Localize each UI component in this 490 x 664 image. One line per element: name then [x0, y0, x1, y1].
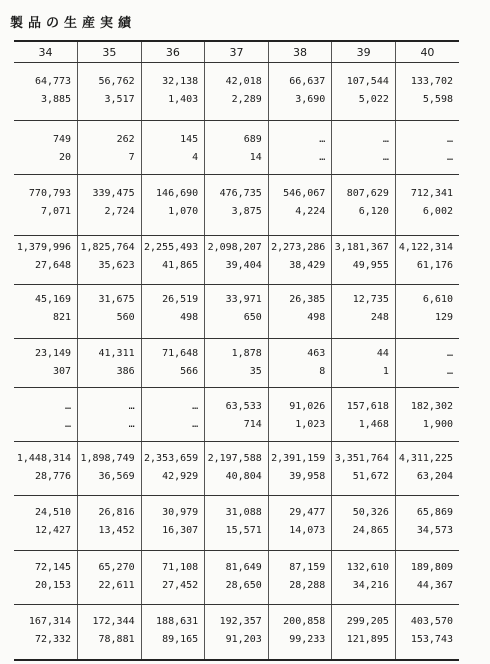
cell-value-upper: 1,898,749 [80, 453, 135, 464]
table-cell [395, 63, 459, 121]
table-cell [78, 605, 142, 661]
table-cell [14, 551, 78, 605]
cell-value-lower: 3,690 [295, 94, 326, 105]
cell-value-upper: 1,878 [231, 348, 262, 359]
cell-value-lower: 91,203 [225, 634, 262, 645]
table-row [14, 388, 459, 442]
cell-value-upper: 1,448,314 [16, 453, 72, 464]
cell-value-lower: 1,070 [168, 206, 199, 217]
table-cell [141, 388, 205, 442]
cell-value-lower: 34,573 [416, 525, 453, 536]
cell-value-upper: 749 [53, 134, 72, 145]
cell-value-upper: … [192, 401, 199, 412]
cell-value-lower: … [446, 152, 453, 163]
table-cell [205, 339, 269, 388]
cell-value-lower: 28,650 [225, 580, 262, 591]
cell-value-upper: 689 [243, 134, 262, 145]
year-header: 37 [205, 41, 269, 63]
cell-value-lower: 24,865 [352, 525, 389, 536]
year-header: 40 [395, 41, 459, 63]
cell-value-lower: 650 [243, 312, 262, 323]
table-cell [332, 175, 396, 236]
table-cell [205, 551, 269, 605]
cell-value-upper: 41,311 [98, 348, 135, 359]
cell-value-upper: 146,690 [156, 188, 199, 199]
table-cell [78, 339, 142, 388]
cell-value-upper: 31,088 [225, 507, 262, 518]
cell-value-upper: 182,302 [410, 401, 453, 412]
cell-value-upper: 65,270 [98, 562, 135, 573]
cell-value-upper: 167,314 [28, 616, 72, 627]
table-cell [395, 605, 459, 661]
table-cell [14, 175, 78, 236]
cell-value-upper: 107,544 [346, 76, 389, 87]
table-cell [268, 496, 332, 551]
year-header: 34 [14, 41, 78, 63]
cell-value-lower: 3,517 [104, 94, 135, 105]
cell-value-upper: … [319, 134, 326, 145]
table-cell [268, 121, 332, 175]
cell-value-upper: … [128, 401, 135, 412]
table-cell [14, 605, 78, 661]
cell-value-upper: 31,675 [98, 294, 135, 305]
cell-value-upper: 463 [307, 348, 326, 359]
table-cell [14, 285, 78, 339]
cell-value-lower: 307 [53, 366, 72, 377]
cell-value-lower: 22,611 [98, 580, 135, 591]
table-row [14, 121, 459, 175]
cell-value-lower: 35 [249, 366, 262, 377]
cell-value-upper: 12,735 [352, 294, 389, 305]
cell-value-lower: 89,165 [162, 634, 199, 645]
cell-value-upper: 6,610 [422, 294, 453, 305]
table-cell [141, 236, 205, 285]
cell-value-upper: … [65, 401, 72, 412]
cell-value-lower: 34,216 [352, 580, 389, 591]
table-cell [332, 388, 396, 442]
cell-value-upper: 770,793 [28, 188, 72, 199]
table-row [14, 175, 459, 236]
cell-value-lower: 1,403 [168, 94, 199, 105]
table-row [14, 63, 459, 121]
cell-value-lower: 8 [319, 366, 326, 377]
cell-value-lower: 39,404 [225, 260, 262, 271]
table-cell [268, 285, 332, 339]
table-cell [395, 285, 459, 339]
cell-value-lower: 36,569 [98, 471, 135, 482]
year-header: 38 [268, 41, 332, 63]
table-cell [332, 339, 396, 388]
table-row [14, 551, 459, 605]
cell-value-upper: … [446, 348, 453, 359]
cell-value-upper: 403,570 [410, 616, 453, 627]
cell-value-upper: 3,181,367 [334, 242, 389, 253]
year-header: 36 [141, 41, 205, 63]
cell-value-upper: 2,273,286 [271, 242, 326, 253]
cell-value-lower: 6,120 [358, 206, 389, 217]
table-cell [332, 496, 396, 551]
cell-value-upper: 42,018 [225, 76, 262, 87]
table-cell [78, 63, 142, 121]
cell-value-lower: 38,429 [289, 260, 326, 271]
cell-value-lower: 72,332 [34, 634, 72, 645]
cell-value-upper: 30,979 [162, 507, 199, 518]
cell-value-upper: 56,762 [98, 76, 135, 87]
table-cell [332, 442, 396, 496]
cell-value-lower: 248 [370, 312, 389, 323]
cell-value-lower: 14,073 [289, 525, 326, 536]
cell-value-upper: 71,648 [162, 348, 199, 359]
cell-value-upper: 64,773 [34, 76, 72, 87]
cell-value-upper: 2,098,207 [207, 242, 262, 253]
cell-value-upper: … [446, 134, 453, 145]
table-cell [78, 551, 142, 605]
cell-value-upper: 26,385 [289, 294, 326, 305]
cell-value-upper: 65,869 [416, 507, 453, 518]
table-cell [205, 388, 269, 442]
cell-value-upper: 476,735 [219, 188, 262, 199]
cell-value-lower: 714 [243, 419, 262, 430]
cell-value-lower: 44,367 [416, 580, 453, 591]
cell-value-lower: 386 [116, 366, 135, 377]
table-cell [205, 63, 269, 121]
table-cell [78, 496, 142, 551]
table-cell [141, 285, 205, 339]
table-cell [332, 285, 396, 339]
cell-value-lower: 1,900 [422, 419, 453, 430]
table-cell [141, 121, 205, 175]
cell-value-lower: 41,865 [162, 260, 199, 271]
table-cell [205, 175, 269, 236]
cell-value-lower: 20,153 [34, 580, 72, 591]
table-cell [141, 339, 205, 388]
cell-value-lower: 16,307 [162, 525, 199, 536]
cell-value-upper: 63,533 [225, 401, 262, 412]
cell-value-lower: 78,881 [98, 634, 135, 645]
cell-value-lower: 28,288 [289, 580, 326, 591]
cell-value-lower: 1 [382, 366, 389, 377]
cell-value-upper: 45,169 [34, 294, 72, 305]
cell-value-lower: 821 [53, 312, 72, 323]
cell-value-lower: 560 [116, 312, 135, 323]
cell-value-lower: 2,724 [104, 206, 135, 217]
cell-value-lower: 566 [180, 366, 199, 377]
cell-value-lower: 2,289 [231, 94, 262, 105]
table-cell [332, 63, 396, 121]
cell-value-upper: 189,809 [410, 562, 453, 573]
cell-value-upper: 4,122,314 [398, 242, 453, 253]
table-cell [205, 285, 269, 339]
table-cell [395, 236, 459, 285]
cell-value-lower: 6,002 [422, 206, 453, 217]
cell-value-upper: 1,379,996 [16, 242, 72, 253]
cell-value-lower: 14 [249, 152, 262, 163]
cell-value-lower: 3,875 [231, 206, 262, 217]
cell-value-upper: 2,391,159 [271, 453, 326, 464]
cell-value-lower: … [382, 152, 389, 163]
cell-value-lower: … [319, 152, 326, 163]
cell-value-lower: 129 [434, 312, 453, 323]
cell-value-upper: 32,138 [162, 76, 199, 87]
cell-value-lower: 4 [192, 152, 199, 163]
table-cell [205, 236, 269, 285]
table-cell [395, 442, 459, 496]
cell-value-upper: 87,159 [289, 562, 326, 573]
table-cell [14, 496, 78, 551]
cell-value-lower: 42,929 [162, 471, 199, 482]
cell-value-upper: 807,629 [346, 188, 389, 199]
cell-value-upper: 132,610 [346, 562, 389, 573]
cell-value-upper: 157,618 [346, 401, 389, 412]
cell-value-upper: 299,205 [346, 616, 389, 627]
cell-value-lower: 7,071 [40, 206, 72, 217]
cell-value-upper: 72,145 [34, 562, 72, 573]
cell-value-lower: 498 [307, 312, 326, 323]
cell-value-upper: 1,825,764 [80, 242, 135, 253]
cell-value-lower: 27,452 [162, 580, 199, 591]
table-row [14, 339, 459, 388]
table-cell [332, 605, 396, 661]
table-cell [268, 175, 332, 236]
table-cell [395, 175, 459, 236]
table-cell [395, 339, 459, 388]
cell-value-upper: 81,649 [225, 562, 262, 573]
table-cell [141, 63, 205, 121]
table-cell [395, 388, 459, 442]
table-cell [78, 175, 142, 236]
cell-value-upper: 29,477 [289, 507, 326, 518]
table-cell [141, 442, 205, 496]
table-cell [141, 551, 205, 605]
table-row [14, 496, 459, 551]
table-cell [14, 63, 78, 121]
cell-value-lower: 498 [180, 312, 199, 323]
cell-value-upper: 546,067 [283, 188, 326, 199]
cell-value-lower: 5,598 [422, 94, 453, 105]
cell-value-upper: 188,631 [156, 616, 199, 627]
cell-value-lower: 13,452 [98, 525, 135, 536]
cell-value-upper: 172,344 [92, 616, 135, 627]
cell-value-lower: 121,895 [346, 634, 389, 645]
production-table [14, 40, 459, 661]
table-cell [268, 442, 332, 496]
table-cell [332, 551, 396, 605]
cell-value-upper: 4,311,225 [398, 453, 453, 464]
cell-value-upper: 133,702 [410, 76, 453, 87]
cell-value-upper: 26,519 [162, 294, 199, 305]
cell-value-upper: 23,149 [34, 348, 72, 359]
table-row [14, 442, 459, 496]
cell-value-lower: 27,648 [34, 260, 72, 271]
table-cell [14, 339, 78, 388]
table-cell [332, 121, 396, 175]
cell-value-upper: 192,357 [219, 616, 262, 627]
cell-value-lower: … [65, 419, 72, 430]
cell-value-lower: 51,672 [352, 471, 389, 482]
cell-value-upper: 50,326 [352, 507, 389, 518]
cell-value-upper: … [382, 134, 389, 145]
cell-value-upper: 33,971 [225, 294, 262, 305]
cell-value-upper: 145 [180, 134, 199, 145]
cell-value-lower: … [446, 366, 453, 377]
cell-value-upper: 2,353,659 [144, 453, 199, 464]
cell-value-upper: 71,108 [162, 562, 199, 573]
table-cell [14, 121, 78, 175]
table-row [14, 236, 459, 285]
table-cell [268, 63, 332, 121]
table-cell [395, 496, 459, 551]
page-title: 製品の生産実績 [10, 16, 137, 31]
table-cell [14, 236, 78, 285]
table-cell [141, 605, 205, 661]
cell-value-lower: 63,204 [416, 471, 453, 482]
table-cell [14, 442, 78, 496]
table-row [14, 285, 459, 339]
cell-value-upper: 2,197,588 [207, 453, 262, 464]
cell-value-lower: 99,233 [289, 634, 326, 645]
cell-value-lower: 3,885 [40, 94, 72, 105]
table-cell [205, 605, 269, 661]
table-cell [205, 496, 269, 551]
cell-value-lower: 49,955 [352, 260, 389, 271]
cell-value-upper: 24,510 [34, 507, 72, 518]
cell-value-upper: 3,351,764 [334, 453, 389, 464]
cell-value-lower: 7 [128, 152, 135, 163]
table-cell [268, 551, 332, 605]
table-row [14, 605, 459, 661]
cell-value-lower: 20 [59, 152, 72, 163]
table-cell [268, 605, 332, 661]
table-cell [395, 551, 459, 605]
table-cell [14, 388, 78, 442]
cell-value-lower: 28,776 [34, 471, 72, 482]
cell-value-upper: 712,341 [410, 188, 453, 199]
cell-value-lower: 35,623 [98, 260, 135, 271]
cell-value-upper: 91,026 [289, 401, 326, 412]
table-cell [78, 121, 142, 175]
cell-value-lower: 40,804 [225, 471, 262, 482]
table-cell [205, 442, 269, 496]
table-cell [141, 175, 205, 236]
cell-value-lower: 15,571 [225, 525, 262, 536]
cell-value-upper: 2,255,493 [144, 242, 199, 253]
cell-value-upper: 26,816 [98, 507, 135, 518]
cell-value-upper: 44 [376, 348, 389, 359]
cell-value-lower: 4,224 [295, 206, 326, 217]
table-body [14, 63, 459, 661]
table-cell [205, 121, 269, 175]
cell-value-lower: 1,023 [295, 419, 326, 430]
cell-value-lower: 153,743 [410, 634, 453, 645]
cell-value-lower: 1,468 [358, 419, 389, 430]
table-cell [78, 236, 142, 285]
cell-value-lower: … [192, 419, 199, 430]
cell-value-upper: 339,475 [92, 188, 135, 199]
table-cell [78, 285, 142, 339]
table-cell [78, 442, 142, 496]
table-cell [268, 236, 332, 285]
table-cell [78, 388, 142, 442]
cell-value-lower: 61,176 [416, 260, 453, 271]
year-header: 35 [78, 41, 142, 63]
cell-value-upper: 262 [116, 134, 135, 145]
table-cell [395, 121, 459, 175]
table-cell [268, 388, 332, 442]
year-header: 39 [332, 41, 396, 63]
cell-value-lower: 5,022 [358, 94, 389, 105]
table-cell [141, 496, 205, 551]
cell-value-lower: 12,427 [34, 525, 72, 536]
cell-value-lower: 39,958 [289, 471, 326, 482]
cell-value-upper: 66,637 [289, 76, 326, 87]
table-cell [332, 236, 396, 285]
table-cell [268, 339, 332, 388]
cell-value-lower: … [128, 419, 135, 430]
cell-value-upper: 200,858 [283, 616, 326, 627]
header-row [14, 41, 459, 63]
